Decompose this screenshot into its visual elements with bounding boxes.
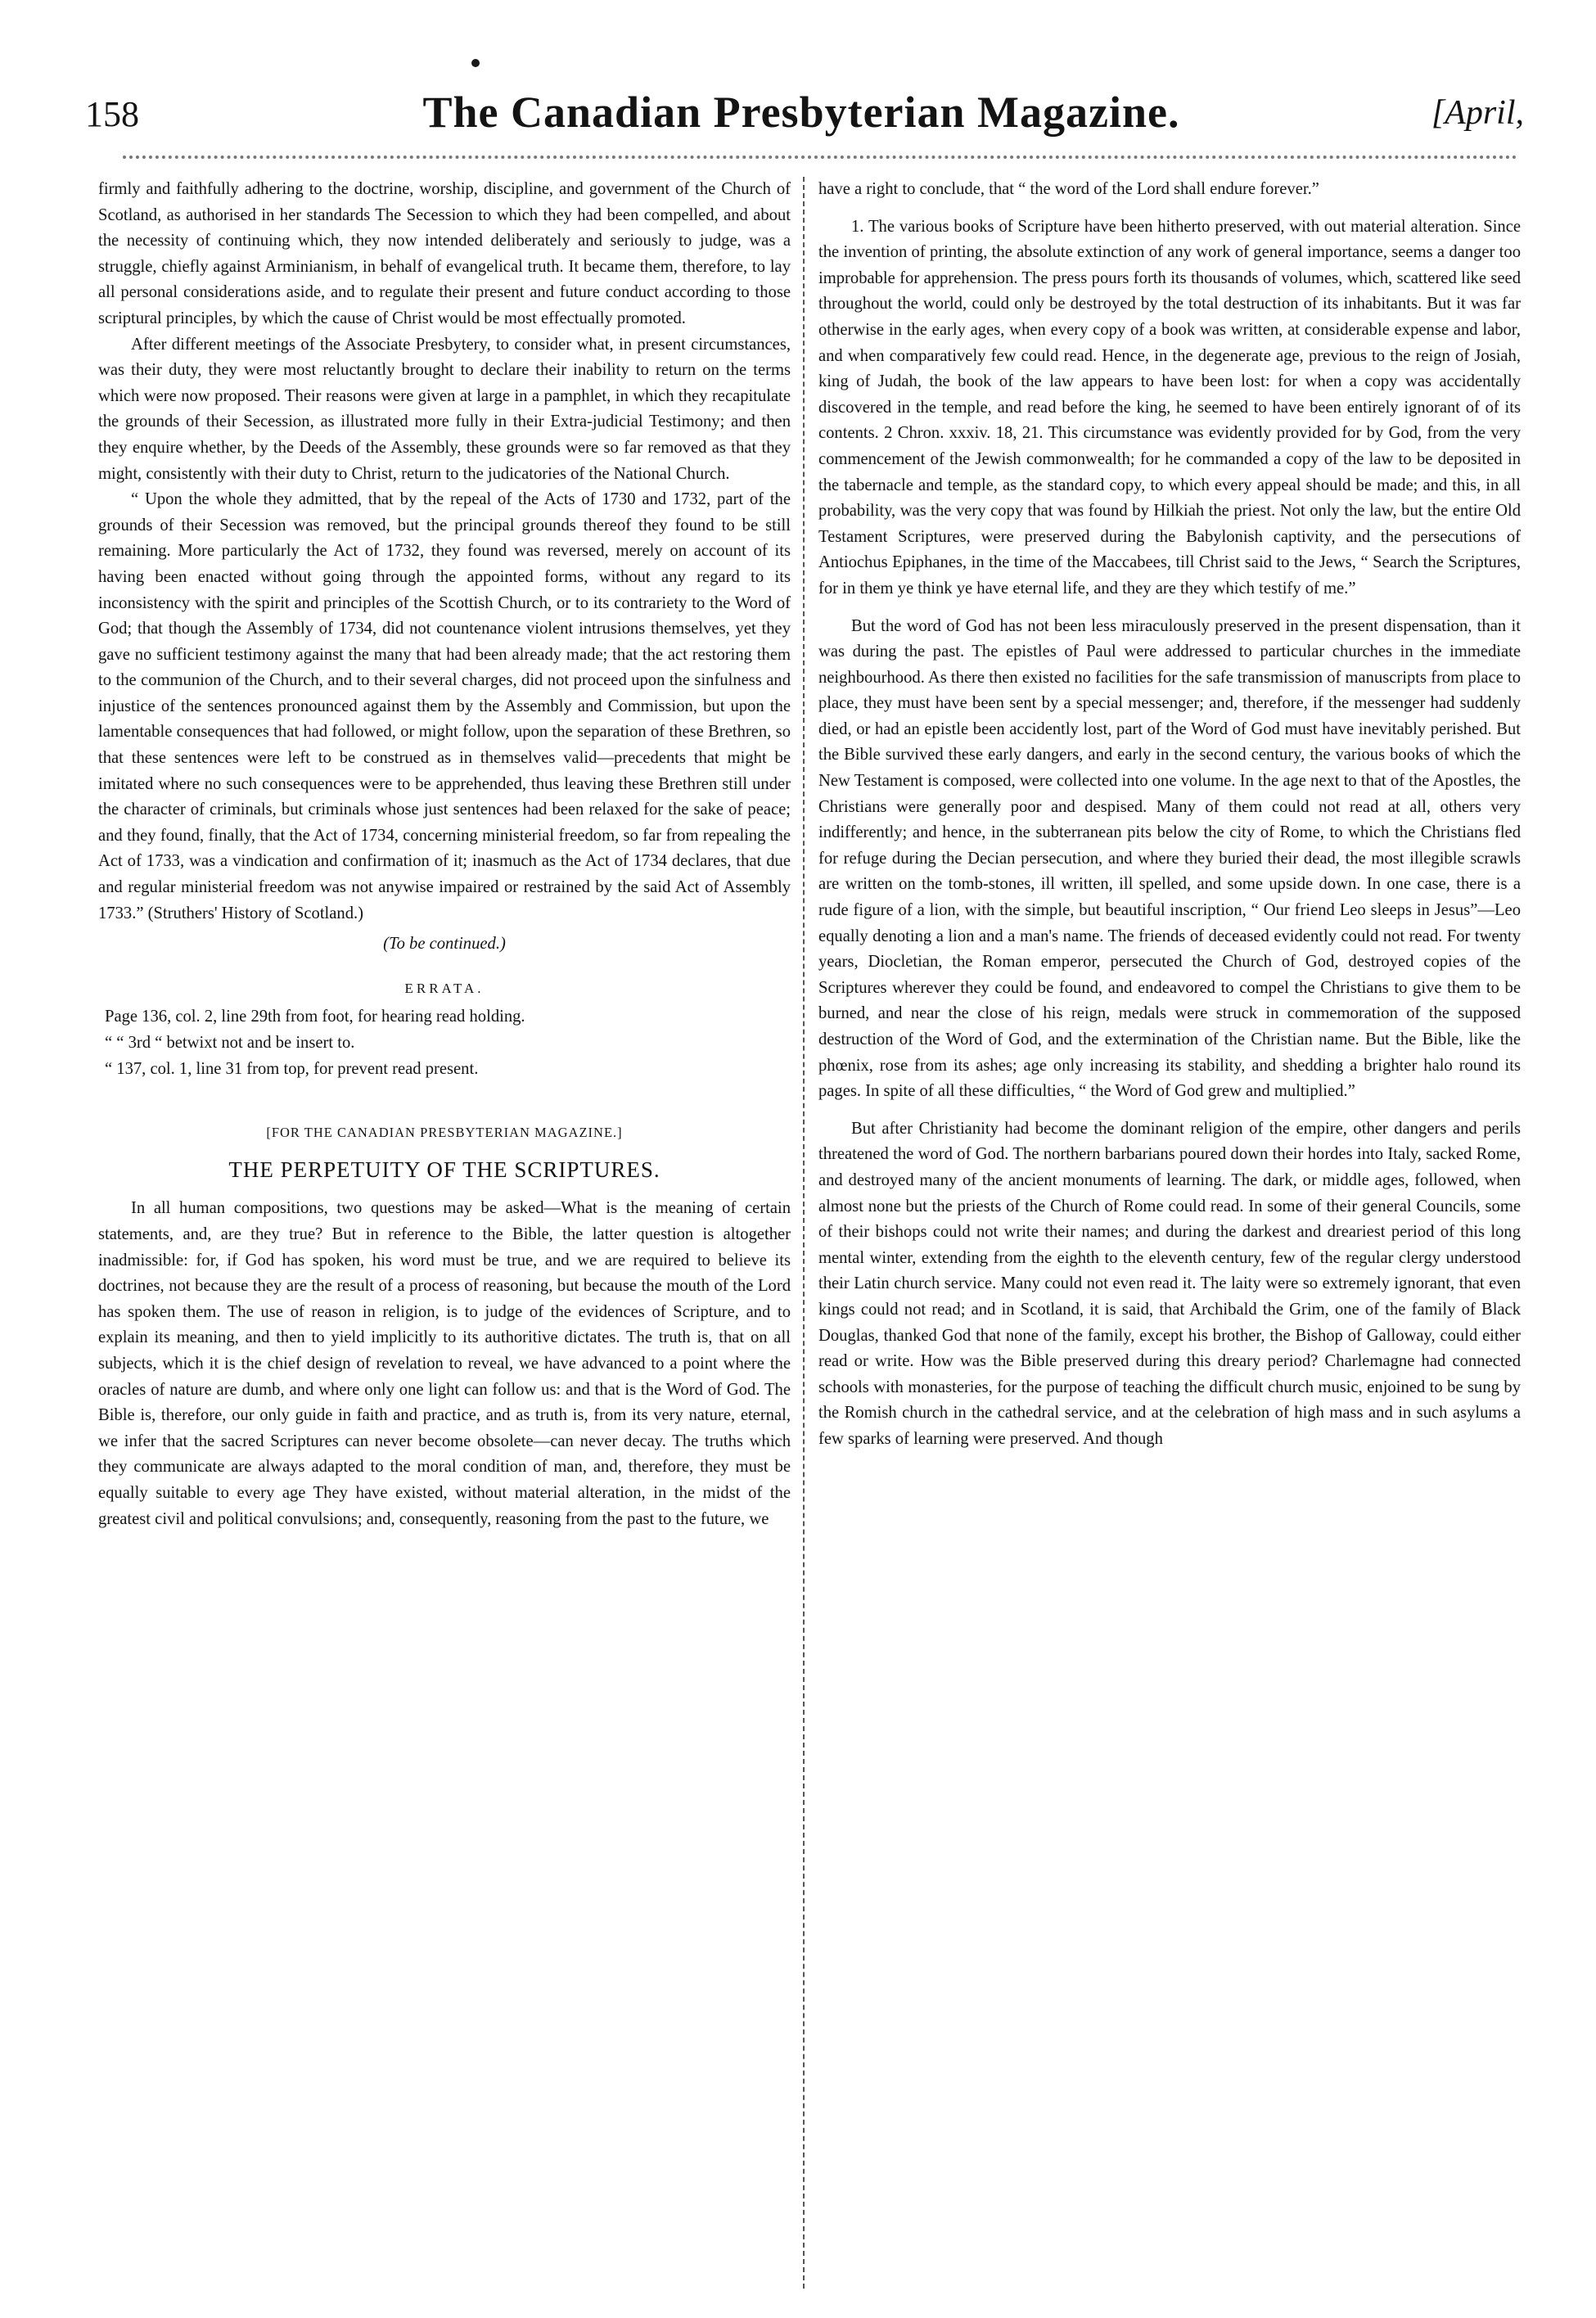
- paragraph: “ Upon the whole they admitted, that by the repeal of the Acts of 1730 and 1732, part of the grounds of their Secession was removed, but the principal grounds thereof they found to be still remaining. More particularly the Act of 1732, they found was reversed, merely on account of its having been enacted without going through the appointed forms, without any regard to its inconsistency with the spirit and principles of the Scottish Church, or to its contrariety to the Word of God; that though the Assembly of 1734, did not countenance violent intrusions themselves, yet they gave no sufficient testimony against the many that had been already made; that the act restoring them to the communion of the Church, and to their several charges, did not proceed upon the sinfulness and injustice of the sentences pronounced against them by the Assembly and Commission, but upon the lamentable consequences that had followed, or might follow, upon the separation of these Brethren, so that these sentences were left to be construed as in themselves valid—precedents that might be imitated where no such consequences were to be apprehended, thus leaving these Brethren still under the character of criminals, but criminals whose just sentences had been relaxed for the sake of peace; and they found, finally, that the Act of 1734, concerning ministerial freedom, so far from repealing the Act of 1733, was a vindication and confirmation of it; inasmuch as the Act of 1734 declares, that due and regular ministerial freedom was not anywise impaired or restrained by the said Act of Assembly 1733.” (Struthers' History of Scotland.): [98, 490, 791, 922]
- to-be-continued: (To be continued.): [383, 935, 506, 954]
- errata-list: [98, 1004, 791, 1082]
- paragraph: But after Christianity had become the dominant religion of the empire, other dangers and perils threatened the word of God. The northern barbarians poured down their hordes into Italy, sacked Rome, and destroyed many of the ancient monuments of learning. The dark, or middle ages, followed, when almost none but the priests of the Church of Rome could read. In some of their general Councils, some of their bishops could not write their names; and during the darkest and dreariest period of this long mental winter, extending from the eighth to the eleventh century, few of the regular clergy understood their Latin church service. Many could not even read it. The laity were so extremely ignorant, that even kings could not read; and in Scotland, it is said, that Archibald the Grim, one of the family of Black Douglas, thanked God that none of the family, except his brother, the Bishop of Galloway, could either read or write. How was the Bible preserved during this dreary period? Charlemagne had connected schools with monasteries, for the purpose of teaching the difficult church music, enjoined to be sung by the Romish church in the cathedral service, and at the celebration of high mass and in such asylums a few sparks of learning were preserved. And though: [818, 1119, 1521, 1448]
- header-rule: [123, 156, 1517, 159]
- issue-month: [April,: [1431, 94, 1524, 132]
- errata-heading: ERRATA.: [404, 980, 485, 996]
- source-note: [FOR THE CANADIAN PRESBYTERIAN MAGAZINE.]: [266, 1125, 623, 1141]
- paragraph: firmly and faithfully adhering to the doctrine, worship, discipline, and government of the Church of Scotland, as authorised in her standards The Secession to which they had been compelled, and about the necessity of continuing which, they now intended deliberately and seriously to judge, was a struggle, chiefly against Arminianism, in behalf of evangelical truth. It became them, therefore, to lay all personal considerations aside, and to regulate their present and future conduct according to those scriptural principles, by which the cause of Christ would be most effectually promoted.: [98, 180, 791, 327]
- errata-item: “ “ 3rd “ betwixt not and be insert to.: [105, 1034, 355, 1052]
- magazine-title: The Canadian Presbyterian Magazine.: [422, 88, 1180, 137]
- errata-item: “ 137, col. 1, line 31 from top, for prevent read present.: [105, 1059, 479, 1078]
- paragraph: After different meetings of the Associate Presbytery, to consider what, in present circumstances, was their duty, they were most reluctantly brought to declare their inability to return on the terms which were now proposed. Their reasons were given at large in a pamphlet, in which they recapitulate the grounds of their Secession, as illustrated more fully in their Extra-judicial Testimony; and then they enquire whether, by the Deeds of the Assembly, these grounds were so far removed as that they might, consistently with their duty to Christ, return to the judicatories of the National Church.: [98, 335, 791, 483]
- paragraph: 1. The various books of Scripture have been hitherto preserved, with out material alteration. Since the invention of printing, the absolute extinction of any work of general importance, seems a danger too improbable for apprehension. The press pours forth its thousands of volumes, which, scattered like seed throughout the world, could only be destroyed by the total destruction of its inhabitants. But it was far otherwise in the early ages, when every copy of a book was written, at considerable expense and labor, and when comparatively few could read. Hence, in the degenerate age, previous to the reign of Josiah, king of Judah, the book of the law appears to have been lost: for when a copy was accidentally discovered in the temple, and read before the king, he seemed to have been entirely ignorant of of its contents. 2 Chron. xxxiv. 18, 21. This circumstance was evidently provided for by God, from the very commencement of the Jewish commonwealth; for he commanded a copy of the law to be deposited in the tabernacle and temple, as the standard copy, to which every appeal should be made; and this, in all probability, was the very copy that was found by Hilkiah the priest. Not only the law, but the entire Old Testament Scriptures, were preserved during the Babylonish captivity, and the persecutions of Antiochus Epiphanes, in the time of the Maccabees, till Christ said to the Jews, “ Search the Scriptures, for in them ye think ye have eternal life, and they are they which testify of me.”: [818, 217, 1521, 598]
- column-divider: [803, 177, 805, 2289]
- running-header: [79, 85, 1524, 151]
- errata-item: Page 136, col. 2, line 29th from foot, for hearing read holding.: [105, 1008, 525, 1026]
- paragraph: But the word of God has not been less miraculously preserved in the present dispensation, than it was during the past. The epistles of Paul were addressed to particular churches in the immediate neighbourhood. As there then existed no facilities for the safe transmission of manuscripts from place to place, they must have been sent by a special messenger; and, therefore, if the messenger had suddenly died, or had an epistle been accidently lost, part of the Word of God must have inevitably perished. But the Bible survived these early dangers, and early in the second century, the various books of which the New Testament is composed, were collected into one volume. In the age next to that of the Apostles, the Christians were generally poor and despised. Many of them could not read at all, others very indifferently; and hence, in the subterranean pits below the city of Rome, to which the Christians fled for refuge during the Decian persecution, and where they buried their dead, the most illegible scrawls are written on the tomb-stones, ill written, ill spelled, and some upside down. In one case, there is a rude figure of a lion, with the simple, but beautiful inscription, “ Our friend Leo sleeps in Jesus”—Leo equally denoting a lion and a man's name. The friends of deceased evidently could not read. For twenty years, Diocletian, the Roman emperor, persecuted the Church of God, destroyed copies of the Scriptures wherever they could be found, and endeavored to compel the Christians to give them to be burned, and near the close of his reign, medals were struck in commemoration of the supposed destruction of the Word of God, and the extermination of the Christian name. But the Bible, like the phœnix, rose from its ashes; age only increasing its stability, and shedding a brighter halo round its pages. In spite of all these difficulties, “ the Word of God grew and multiplied.”: [818, 616, 1521, 1101]
- paragraph: In all human compositions, two questions may be asked—What is the meaning of certain statements, and, are they true? But in reference to the Bible, the latter question is altogether inadmissible: for, if God has spoken, his word must be true, and we are required to believe its doctrines, not because they are the result of a process of reasoning, but because the mouth of the Lord has spoken them. The use of reason in religion, is to judge of the evidences of Scripture, and to explain its meaning, and then to yield implicitly to its authoritive dictates. The truth is, that on all subjects, which it is the chief design of revelation to reveal, we have advanced to a point where the oracles of nature are dumb, and where only one light can follow us: and that is the Word of God. The Bible is, therefore, our only guide in faith and practice, and as truth is, from its very nature, eternal, we infer that the sacred Scriptures can never become obsolete—can never decay. The truths which they communicate are always adapted to the moral condition of man, and, therefore, they must be equally suitable to every age They have existed, without material alteration, in the midst of the greatest civil and political convulsions; and, consequently, reasoning from the past to the future, we: [98, 1199, 791, 1528]
- right-column: [818, 177, 1521, 1453]
- paragraph: have a right to conclude, that “ the word of the Lord shall endure forever.”: [818, 180, 1319, 198]
- page-number: 158: [85, 94, 139, 134]
- left-column: [98, 177, 791, 1532]
- article-title: THE PERPETUITY OF THE SCRIPTURES.: [228, 1157, 660, 1182]
- print-mark: [471, 59, 480, 67]
